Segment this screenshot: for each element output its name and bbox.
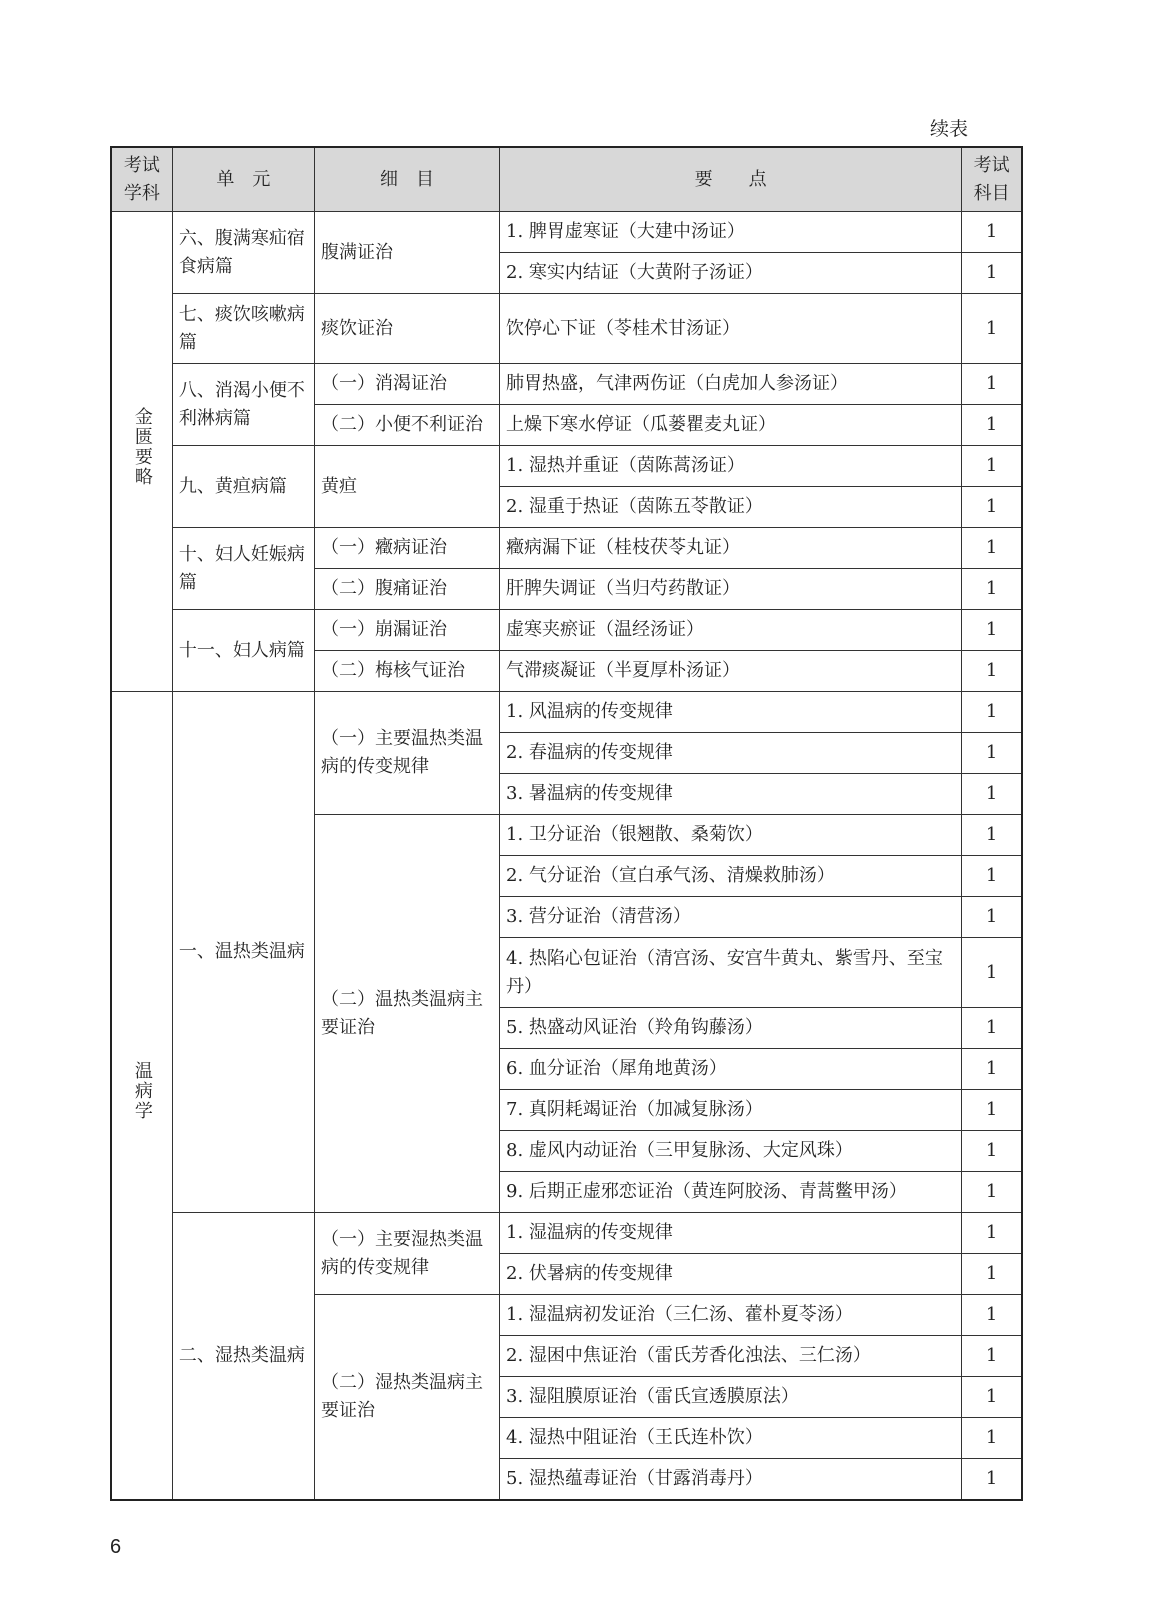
detail-cell: （一）主要湿热类温病的传变规律: [314, 1213, 499, 1295]
score-cell: 1: [962, 692, 1022, 733]
point-cell: 1. 湿温病的传变规律: [500, 1213, 962, 1254]
table-row: [111, 528, 1022, 569]
point-cell: 饮停心下证（苓桂术甘汤证）: [500, 294, 962, 364]
point-cell: 3. 湿阻膜原证治（雷氏宣透膜原法）: [500, 1377, 962, 1418]
point-cell: 8. 虚风内动证治（三甲复脉汤、大定风珠）: [500, 1131, 962, 1172]
score-cell: 1: [962, 856, 1022, 897]
detail-cell: （一）消渴证治: [314, 364, 499, 405]
point-cell: 气滞痰凝证（半夏厚朴汤证）: [500, 651, 962, 692]
score-cell: 1: [962, 294, 1022, 364]
score-cell: 1: [962, 446, 1022, 487]
score-cell: 1: [962, 569, 1022, 610]
point-cell: 1. 卫分证治（银翘散、桑菊饮）: [500, 815, 962, 856]
point-cell: 1. 脾胃虚寒证（大建中汤证）: [500, 212, 962, 253]
unit-cell: 九、黄疸病篇: [172, 446, 314, 528]
unit-cell: 二、湿热类温病: [172, 1213, 314, 1500]
detail-cell: 黄疸: [314, 446, 499, 528]
score-cell: 1: [962, 253, 1022, 294]
header-points: 要 点: [500, 147, 962, 212]
table-row: [111, 692, 1022, 733]
detail-cell: 痰饮证治: [314, 294, 499, 364]
unit-cell: 一、温热类温病: [172, 692, 314, 1213]
detail-cell: 腹满证治: [314, 212, 499, 294]
header-exam: 考试科目: [962, 147, 1022, 212]
unit-cell: 八、消渴小便不利淋病篇: [172, 364, 314, 446]
point-cell: 2. 伏暑病的传变规律: [500, 1254, 962, 1295]
point-cell: 7. 真阴耗竭证治（加减复脉汤）: [500, 1090, 962, 1131]
score-cell: 1: [962, 528, 1022, 569]
point-cell: 上燥下寒水停证（瓜蒌瞿麦丸证）: [500, 405, 962, 446]
point-cell: 6. 血分证治（犀角地黄汤）: [500, 1049, 962, 1090]
detail-cell: （一）崩漏证治: [314, 610, 499, 651]
unit-cell: 十、妇人妊娠病篇: [172, 528, 314, 610]
score-cell: 1: [962, 897, 1022, 938]
point-cell: 5. 热盛动风证治（羚角钩藤汤）: [500, 1008, 962, 1049]
detail-cell: （二）温热类温病主要证治: [314, 815, 499, 1213]
point-cell: 3. 营分证治（清营汤）: [500, 897, 962, 938]
point-cell: 虚寒夹瘀证（温经汤证）: [500, 610, 962, 651]
point-cell: 1. 风温病的传变规律: [500, 692, 962, 733]
subject-cell: 温病学: [111, 692, 172, 1500]
score-cell: 1: [962, 610, 1022, 651]
point-cell: 1. 湿温病初发证治（三仁汤、藿朴夏苓汤）: [500, 1295, 962, 1336]
syllabus-table: [110, 146, 1023, 1501]
header-row: [111, 147, 1022, 212]
point-cell: 肺胃热盛，气津两伤证（白虎加人参汤证）: [500, 364, 962, 405]
point-cell: 3. 暑温病的传变规律: [500, 774, 962, 815]
score-cell: 1: [962, 1377, 1022, 1418]
score-cell: 1: [962, 1418, 1022, 1459]
detail-cell: （二）湿热类温病主要证治: [314, 1295, 499, 1500]
score-cell: 1: [962, 651, 1022, 692]
score-cell: 1: [962, 1131, 1022, 1172]
point-cell: 4. 热陷心包证治（清宫汤、安宫牛黄丸、紫雪丹、至宝丹）: [500, 938, 962, 1008]
point-cell: 2. 寒实内结证（大黄附子汤证）: [500, 253, 962, 294]
score-cell: 1: [962, 1295, 1022, 1336]
score-cell: 1: [962, 487, 1022, 528]
score-cell: 1: [962, 1459, 1022, 1500]
score-cell: 1: [962, 1254, 1022, 1295]
detail-cell: （二）梅核气证治: [314, 651, 499, 692]
score-cell: 1: [962, 1090, 1022, 1131]
subject-cell: 金匮要略: [111, 212, 172, 692]
page-number: 6: [110, 1536, 122, 1558]
point-cell: 9. 后期正虚邪恋证治（黄连阿胶汤、青蒿鳖甲汤）: [500, 1172, 962, 1213]
table-row: [111, 1213, 1022, 1254]
score-cell: 1: [962, 1336, 1022, 1377]
score-cell: 1: [962, 1008, 1022, 1049]
point-cell: 2. 气分证治（宣白承气汤、清燥救肺汤）: [500, 856, 962, 897]
score-cell: 1: [962, 1213, 1022, 1254]
score-cell: 1: [962, 405, 1022, 446]
point-cell: 2. 湿重于热证（茵陈五苓散证）: [500, 487, 962, 528]
score-cell: 1: [962, 364, 1022, 405]
detail-cell: （二）小便不利证治: [314, 405, 499, 446]
point-cell: 4. 湿热中阻证治（王氏连朴饮）: [500, 1418, 962, 1459]
header-detail: 细 目: [314, 147, 499, 212]
score-cell: 1: [962, 1049, 1022, 1090]
table-row: [111, 446, 1022, 487]
detail-cell: （二）腹痛证治: [314, 569, 499, 610]
detail-cell: （一）癥病证治: [314, 528, 499, 569]
score-cell: 1: [962, 1172, 1022, 1213]
unit-cell: 七、痰饮咳嗽病篇: [172, 294, 314, 364]
table-row: [111, 212, 1022, 253]
point-cell: 肝脾失调证（当归芍药散证）: [500, 569, 962, 610]
detail-cell: （一）主要温热类温病的传变规律: [314, 692, 499, 815]
score-cell: 1: [962, 212, 1022, 253]
score-cell: 1: [962, 938, 1022, 1008]
point-cell: 癥病漏下证（桂枝茯苓丸证）: [500, 528, 962, 569]
point-cell: 1. 湿热并重证（茵陈蒿汤证）: [500, 446, 962, 487]
unit-cell: 六、腹满寒疝宿食病篇: [172, 212, 314, 294]
unit-cell: 十一、妇人病篇: [172, 610, 314, 692]
score-cell: 1: [962, 774, 1022, 815]
table-row: [111, 294, 1022, 364]
score-cell: 1: [962, 733, 1022, 774]
point-cell: 5. 湿热蕴毒证治（甘露消毒丹）: [500, 1459, 962, 1500]
continued-label: 续表: [930, 118, 969, 140]
point-cell: 2. 春温病的传变规律: [500, 733, 962, 774]
score-cell: 1: [962, 815, 1022, 856]
table-row: [111, 610, 1022, 651]
table-row: [111, 364, 1022, 405]
point-cell: 2. 湿困中焦证治（雷氏芳香化浊法、三仁汤）: [500, 1336, 962, 1377]
header-unit: 单 元: [172, 147, 314, 212]
header-subject: 考试学科: [111, 147, 172, 212]
